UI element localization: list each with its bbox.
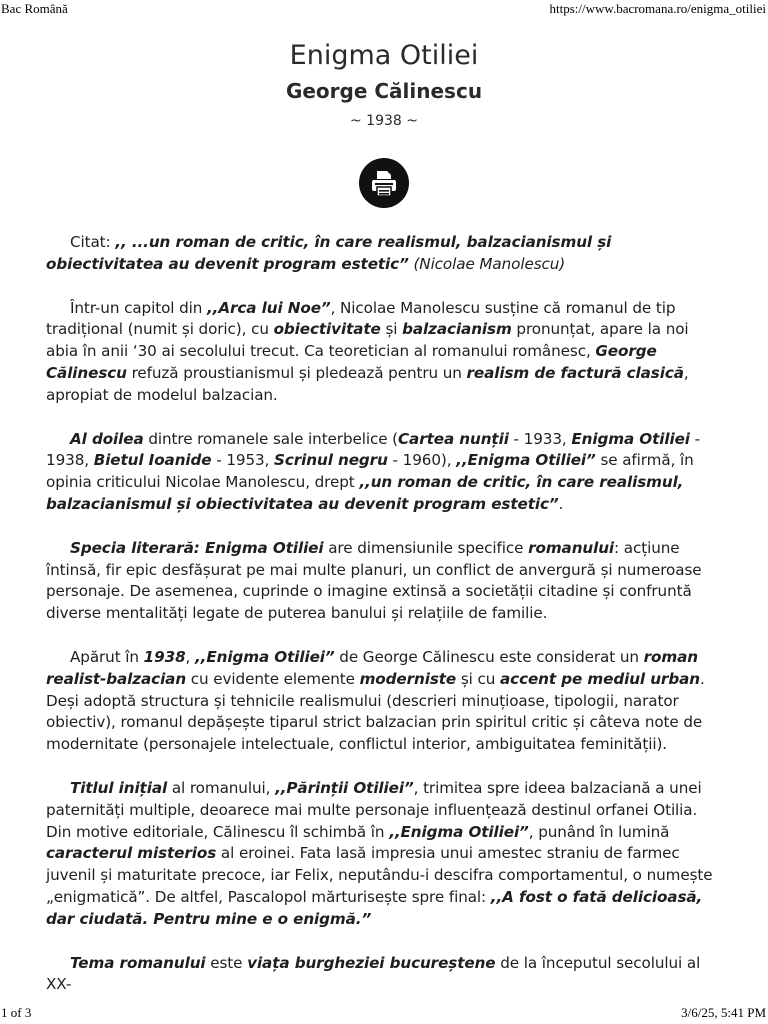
emphasized-text: Specia literară: Enigma Otiliei <box>70 538 324 557</box>
emphasized-text: ,,Enigma Otiliei” <box>389 822 529 841</box>
body-text: - 1933, <box>508 429 572 448</box>
emphasized-text: moderniste <box>359 669 457 688</box>
article-body <box>46 232 722 1018</box>
paragraph-titlul-initial <box>46 778 722 931</box>
body-text: - 1938, <box>46 429 700 470</box>
body-text: refuză proustianismul și pledează pentru un <box>126 363 467 382</box>
emphasized-text: realism de factură clasică <box>466 363 684 382</box>
body-text: - 1953, <box>211 451 275 470</box>
body-text: și cu <box>456 669 501 688</box>
body-text: de la începutul secolului al XX- <box>46 953 701 994</box>
document-year: ~ 1938 ~ <box>350 113 418 129</box>
emphasized-text: ,,Enigma Otiliei” <box>195 647 335 666</box>
emphasized-text: ,,A fost o fată delicioasă, dar ciudată. Pentru mine e o enigmă.” <box>46 887 703 928</box>
page-counter: 1 of 3 <box>1 1005 32 1020</box>
body-text: pronunțat, apare la noi abia în anii ‘30 ai secolului trecut. Ca teoretician al romanului românesc, <box>46 320 689 361</box>
body-text: , <box>185 647 196 666</box>
emphasized-text: Cartea nunții <box>398 429 509 448</box>
body-text: Într-un capitol din <box>70 298 208 317</box>
emphasized-text: ,,Enigma Otiliei” <box>456 451 596 470</box>
body-text: , Nicolae Manolescu susține că romanul de tip tradițional (numit și doric), cu <box>46 298 676 339</box>
print-timestamp: 3/6/25, 5:41 PM <box>681 1005 766 1020</box>
emphasized-text: George Călinescu <box>46 342 657 382</box>
body-text: : acțiune întinsă, fir epic desfășurat pe mai multe planuri, un conflict de anvergură și numeroase personaje. De asemenea, cuprinde o imagine extinsă a societății citadine și confruntă diverse mentalități legate de puterea banului și relațiile de familie. <box>46 538 702 623</box>
document-author: George Călinescu <box>285 79 483 103</box>
body-text: , punând în lumină <box>528 822 670 841</box>
paragraph-specia-literara <box>46 538 722 625</box>
emphasized-text: ,, ...un roman de critic, în care realismul, balzacianismul și obiectivitatea au devenit program estetic” <box>46 233 612 273</box>
emphasized-text: Titlul inițial <box>70 778 168 797</box>
emphasized-text: roman realist-balzacian <box>46 647 698 688</box>
body-text: se afirmă, în opinia criticului Nicolae Manolescu, drept <box>46 451 694 492</box>
body-text: de George Călinescu este considerat un <box>334 647 644 666</box>
emphasized-text: Al doilea <box>70 429 144 448</box>
paragraph-arca-lui-noe <box>46 298 722 407</box>
body-text: . Deși adoptă structura și tehnicile realismului (descrieri minuțioase, tipologii, narator obiectiv), romanul depășește tiparul strict balzacian prin spiritul critic și câteva note de modernitate (personajele intelectuale, conflictul interior, ambiguitatea feminității). <box>46 669 705 754</box>
emphasized-text: Enigma Otiliei <box>571 429 690 448</box>
emphasized-text: accent pe mediul urban <box>500 669 700 688</box>
paragraph-aparut <box>46 647 722 756</box>
printer-icon <box>369 168 399 198</box>
body-text: (Nicolae Manolescu) <box>408 254 566 273</box>
print-button[interactable] <box>359 158 409 208</box>
document-title: Enigma Otiliei <box>289 40 479 71</box>
emphasized-text: Scrinul negru <box>274 451 388 470</box>
emphasized-text: Bietul Ioanide <box>93 451 212 470</box>
page-title: Bac Română <box>1 1 68 16</box>
body-text: cu evidente elemente <box>186 669 360 688</box>
emphasized-text: Tema romanului <box>70 953 206 972</box>
print-header <box>0 0 768 18</box>
body-text: dintre romanele sale interbelice ( <box>143 429 399 448</box>
page-url: https://www.bacromana.ro/enigma_otiliei <box>549 1 766 16</box>
emphasized-text: ,,Arca lui Noe” <box>207 298 331 317</box>
body-text: și <box>380 320 403 339</box>
body-text: , apropiat de modelul balzacian. <box>46 363 689 404</box>
paragraph-tema <box>46 953 722 997</box>
body-text: Apărut în <box>70 647 144 666</box>
body-text: . <box>558 494 564 513</box>
body-text: al romanului, <box>167 778 276 797</box>
emphasized-text: obiectivitate <box>273 320 381 339</box>
emphasized-text: caracterul misterios <box>46 844 217 863</box>
body-text: , trimitea spre ideea balzaciană a unei paternități multiple, deoarece mai multe personaje influențează destinul orfanei Otilia. Din motive editoriale, Călinescu îl schimbă în <box>46 778 702 841</box>
body-text: are dimensiunile specifice <box>323 538 529 557</box>
body-text: este <box>205 953 248 972</box>
emphasized-text: romanului <box>528 538 615 557</box>
emphasized-text: 1938 <box>143 647 186 666</box>
body-text: - 1960), <box>387 451 457 470</box>
emphasized-text: ,,Părinții Otiliei” <box>275 778 414 797</box>
body-text: Citat: <box>70 233 116 251</box>
emphasized-text: viața burgheziei bucureștene <box>247 953 496 972</box>
emphasized-text: balzacianism <box>402 320 512 339</box>
emphasized-text: ,,un roman de critic, în care realismul, balzacianismul și obiectivitatea au devenit program estetic” <box>46 473 684 513</box>
paragraph-al-doilea <box>46 429 722 516</box>
paragraph-quote <box>46 232 722 276</box>
print-footer <box>0 1006 768 1024</box>
body-text: al eroinei. Fata lasă impresia unui amestec straniu de farmec juvenil și maturitate precoce, iar Felix, neputându-i descifra comportamentul, o numește „enigmatică”. De altfel, Pascalopol mărturisește spre final: <box>46 844 713 906</box>
